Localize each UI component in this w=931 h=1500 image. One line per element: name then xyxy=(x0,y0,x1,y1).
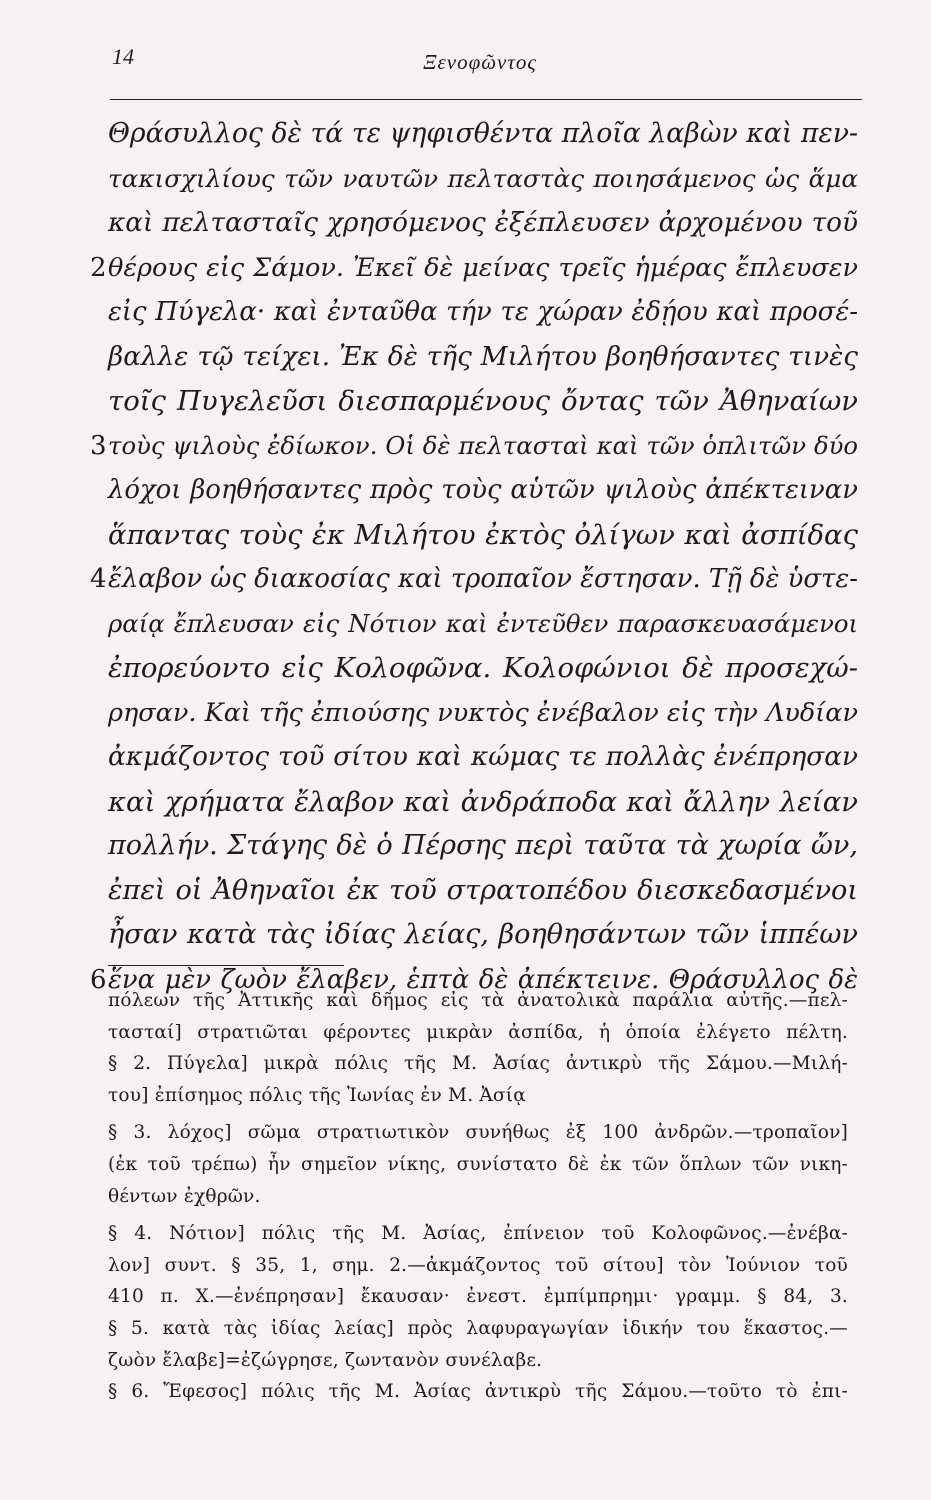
line-text: βαλλε τῷ τείχει. Ἐκ δὲ τῆς Μιλήτου βοηθήσαντες τινὲς xyxy=(108,341,858,372)
line-text: τοῖς Πυγελεῦσι διεσπαρμένους ὄντας τῶν Ἀθηναίων xyxy=(108,385,858,417)
text-line xyxy=(108,112,858,157)
text-line xyxy=(90,557,859,602)
footnote-line: (ἐκ τοῦ τρέπω) ἦν σημεῖον νίκης, συνίστατο δὲ ἐκ τῶν ὅπλων τῶν νικη- xyxy=(108,1153,848,1175)
line-text: ρησαν. Καὶ τῆς ἐπιούσης νυκτὸς ἐνέβαλον εἰς τὴν Λυδίαν xyxy=(108,697,858,728)
text-line xyxy=(108,290,858,335)
line-text: ἅπαντας τοὺς ἐκ Μιλήτου ἐκτὸς ὀλίγων καὶ ἀσπίδας xyxy=(108,518,858,551)
line-text: καὶ χρήματα ἔλαβον καὶ ἀνδράποδα καὶ ἄλλην λείαν xyxy=(108,785,858,818)
section-number: 4 xyxy=(90,564,107,594)
text-line xyxy=(108,379,858,424)
line-text: ἐπεὶ οἱ Ἀθηναῖοι ἐκ τοῦ στρατοπέδου διεσκεδασμένοι xyxy=(108,874,858,906)
text-line xyxy=(108,869,858,914)
text-line xyxy=(108,157,858,202)
text-line xyxy=(108,646,858,691)
line-text: θέρους εἰς Σάμον. Ἐκεῖ δὲ μείνας τρεῖς ἡμέρας ἔπλευσεν xyxy=(108,252,858,283)
text-line xyxy=(108,691,858,736)
line-text: καὶ πελτασταῖς χρησόμενος ἐξέπλευσεν ἀρχομένου τοῦ xyxy=(108,208,858,238)
text-line xyxy=(90,246,858,291)
footnotes xyxy=(108,985,848,1408)
running-head: Ξενοφῶντος xyxy=(423,50,537,74)
footnote-line: του] ἐπίσημος πόλις τῆς Ἰωνίας ἐν Μ. Ἀσίᾳ xyxy=(108,1084,526,1106)
line-text: ἀκμάζοντος τοῦ σίτου καὶ κώμας τε πολλὰς ἐνέπρησαν xyxy=(108,742,858,772)
footnote-line: § 6. Ἔφεσος] πόλις τῆς Μ. Ἀσίας ἀντικρὺ τῆς Σάμου.—τοῦτο τὸ ἐπι- xyxy=(108,1381,848,1403)
text-line xyxy=(108,335,858,380)
text-line xyxy=(108,824,858,869)
line-text: πολλήν. Στάγης δὲ ὁ Πέρσης περὶ ταῦτα τὰ χωρία ὤν, xyxy=(108,830,858,861)
text-line xyxy=(108,513,858,558)
text-line xyxy=(108,913,858,958)
line-text: ἔλαβον ὡς διακοσίας καὶ τροπαῖον ἔστησαν. Τῇ δὲ ὑστε- xyxy=(108,564,859,594)
section-number: 2 xyxy=(90,252,107,283)
section-number: 3 xyxy=(90,430,107,461)
text-line xyxy=(90,424,858,469)
text-line xyxy=(108,602,858,647)
footnote-line: ζωὸν ἔλαβε]=ἐζώγρησε, ζωντανὸν συνέλαβε. xyxy=(108,1349,543,1371)
line-text: ἐπορεύοντο εἰς Κολοφῶνα. Κολοφώνιοι δὲ προσεχώ- xyxy=(108,652,858,684)
line-text: ἕνα μὲν ζωὸν ἔλαβεν, ἑπτὰ δὲ ἀπέκτεινε. Θράσυλλος δὲ xyxy=(108,964,858,995)
text-line xyxy=(108,468,858,513)
footnote-line: § 3. λόχος] σῶμα στρατιωτικὸν συνήθως ἐξ 100 ἀνδρῶν.—τροπαῖον] xyxy=(108,1122,848,1144)
line-text: τακισχιλίους τῶν ναυτῶν πελταστὰς ποιησάμενος ὡς ἅμα xyxy=(108,163,858,193)
footnote-line: τασταί] στρατιῶται φέροντες μικρὰν ἀσπίδα, ἡ ὁποία ἐλέγετο πέλτη. xyxy=(108,1021,848,1043)
line-text: ἦσαν κατὰ τὰς ἰδίας λείας, βοηθησάντων τῶν ἱππέων xyxy=(108,919,858,950)
footnote-line: πόλεων τῆς Ἀττικῆς καὶ δῆμος εἰς τὰ ἀνατολικὰ παράλια αὐτῆς.—πελ- xyxy=(108,990,848,1011)
page-number: 14 xyxy=(112,44,134,69)
footnote-rule xyxy=(108,965,344,966)
header-rule xyxy=(110,99,862,100)
footnote-line: § 2. Πύγελα] μικρὰ πόλις τῆς Μ. Ἀσίας ἀντικρὺ τῆς Σάμου.—Μιλή- xyxy=(108,1053,848,1075)
line-text: ραίᾳ ἔπλευσαν εἰς Νότιον καὶ ἐντεῦθεν παρασκευασάμενοι xyxy=(108,608,858,638)
footnote-line: § 5. κατὰ τὰς ἰδίας λείας] πρὸς λαφυραγωγίαν ἰδικήν του ἕκαστος.— xyxy=(108,1317,848,1339)
line-text: εἰς Πύγελα· καὶ ἐνταῦθα τήν τε χώραν ἐδῄου καὶ προσέ- xyxy=(108,297,858,327)
page-header xyxy=(100,44,860,84)
footnote-line: 410 π. Χ.—ἐνέπρησαν] ἔκαυσαν· ἐνεστ. ἐμπίμπρημι· γραμμ. § 84, 3. xyxy=(108,1286,848,1308)
footnote-line: § 4. Νότιον] πόλις τῆς Μ. Ἀσίας, ἐπίνειον τοῦ Κολοφῶνος.—ἐνέβα- xyxy=(108,1223,848,1245)
text-line xyxy=(108,735,858,780)
section-number: 6 xyxy=(90,964,107,995)
line-text: λόχοι βοηθήσαντες πρὸς τοὺς αὑτῶν ψιλοὺς ἀπέκτειναν xyxy=(108,475,858,505)
footnote-line: λον] συντ. § 35, 1, σημ. 2.—ἀκμάζοντος τοῦ σίτου] τὸν Ἰούνιον τοῦ xyxy=(108,1254,848,1276)
footnote-line: θέντων ἐχθρῶν. xyxy=(108,1185,261,1207)
text-line xyxy=(108,201,858,246)
line-text: τοὺς ψιλοὺς ἐδίωκον. Οἱ δὲ πελτασταὶ καὶ τῶν ὁπλιτῶν δύο xyxy=(108,430,858,460)
line-text: Θράσυλλος δὲ τά τε ψηφισθέντα πλοῖα λαβὼν καὶ πεν- xyxy=(108,118,858,149)
main-text xyxy=(90,112,859,1002)
text-line xyxy=(108,780,858,825)
